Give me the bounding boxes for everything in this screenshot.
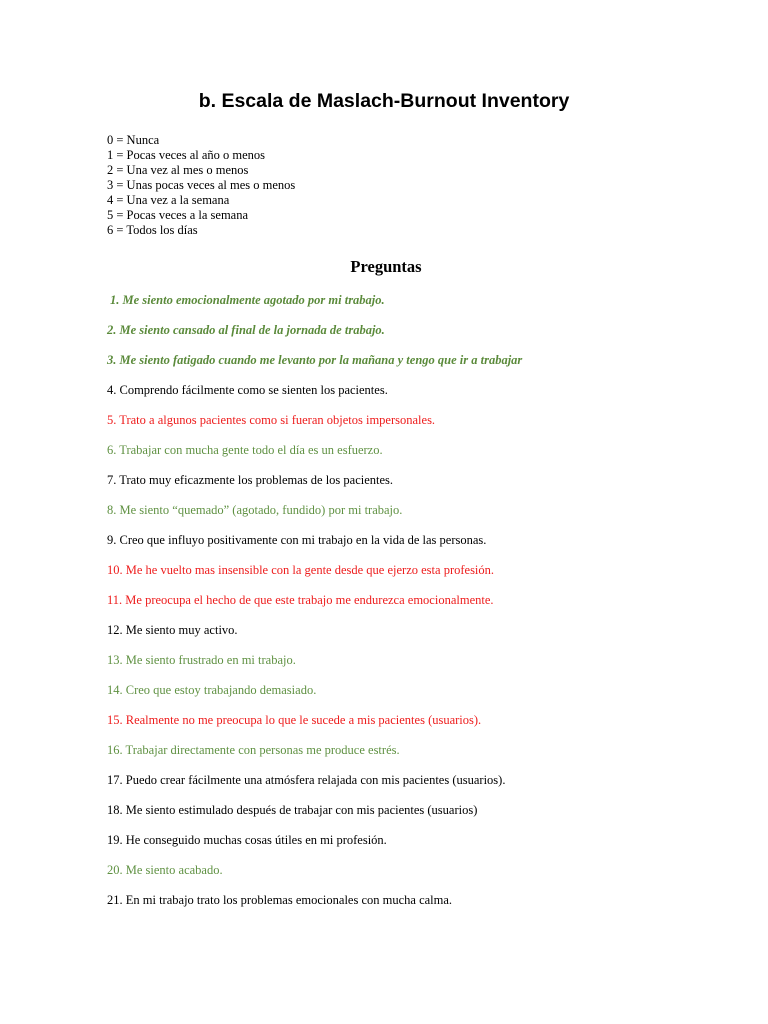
question-item: 3. Me siento fatigado cuando me levanto por la mañana y tengo que ir a trabajar — [107, 353, 523, 367]
question-item: 18. Me siento estimulado después de trabajar con mis pacientes (usuarios) — [107, 803, 478, 817]
question-item: 14. Creo que estoy trabajando demasiado. — [107, 683, 317, 697]
scale-item: 1 = Pocas veces al año o menos — [107, 148, 266, 162]
question-list — [107, 292, 522, 922]
question-item: 13. Me siento frustrado en mi trabajo. — [107, 653, 296, 667]
question-item: 2. Me siento cansado al final de la jornada de trabajo. — [107, 323, 385, 337]
question-item: 6. Trabajar con mucha gente todo el día es un esfuerzo. — [107, 443, 383, 457]
scale-item: 6 = Todos los días — [107, 223, 198, 237]
section-heading: Preguntas — [350, 257, 422, 276]
document-title: b. Escala de Maslach-Burnout Inventory — [198, 90, 570, 112]
question-item: 17. Puedo crear fácilmente una atmósfera relajada con mis pacientes (usuarios). — [107, 773, 506, 787]
question-item: 9. Creo que influyo positivamente con mi trabajo en la vida de las personas. — [107, 533, 487, 547]
scale-legend — [107, 133, 295, 238]
scale-item: 4 = Una vez a la semana — [107, 193, 230, 207]
question-item: 12. Me siento muy activo. — [107, 623, 238, 637]
question-item: 15. Realmente no me preocupa lo que le sucede a mis pacientes (usuarios). — [107, 713, 482, 727]
question-item: 10. Me he vuelto mas insensible con la gente desde que ejerzo esta profesión. — [107, 563, 495, 577]
question-item: 21. En mi trabajo trato los problemas emocionales con mucha calma. — [107, 893, 453, 907]
question-item: 1. Me siento emocionalmente agotado por mi trabajo. — [110, 293, 385, 307]
question-item: 5. Trato a algunos pacientes como si fueran objetos impersonales. — [107, 413, 436, 427]
question-item: 8. Me siento “quemado” (agotado, fundido) por mi trabajo. — [107, 503, 403, 517]
question-item: 11. Me preocupa el hecho de que este trabajo me endurezca emocionalmente. — [107, 593, 494, 607]
scale-item: 5 = Pocas veces a la semana — [107, 208, 249, 222]
question-item: 4. Comprendo fácilmente como se sienten los pacientes. — [107, 383, 388, 397]
scale-item: 3 = Unas pocas veces al mes o menos — [107, 178, 296, 192]
scale-item: 0 = Nunca — [107, 133, 160, 147]
question-item: 16. Trabajar directamente con personas me produce estrés. — [107, 743, 400, 757]
scale-item: 2 = Una vez al mes o menos — [107, 163, 249, 177]
question-item: 19. He conseguido muchas cosas útiles en mi profesión. — [107, 833, 387, 847]
question-item: 20. Me siento acabado. — [107, 863, 223, 877]
question-item: 7. Trato muy eficazmente los problemas de los pacientes. — [107, 473, 394, 487]
